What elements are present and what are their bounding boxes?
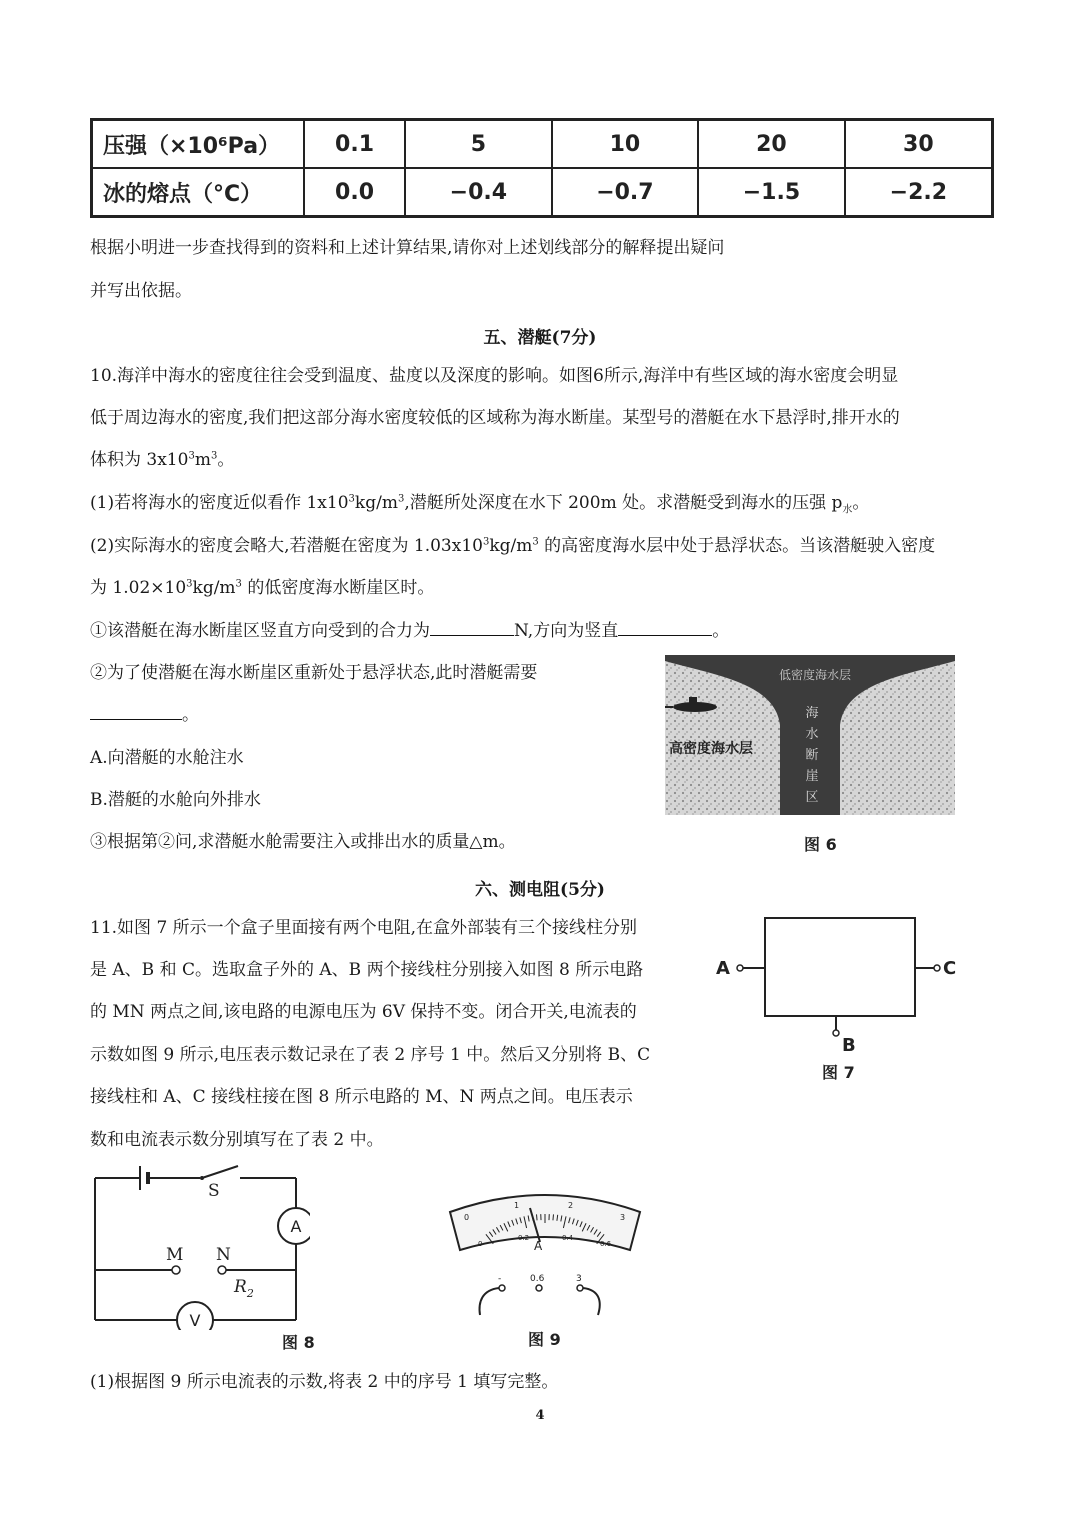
q10-line-1: 10.海洋中海水的密度往往会受到温度、盐度以及深度的影响。如图6所示,海洋中有些区域的海水密度会明显 [90, 366, 899, 386]
cliff-label-char: 水 [805, 727, 819, 742]
low-density-label: 低密度海水层 [778, 668, 852, 682]
ammeter-label: A [290, 1217, 302, 1236]
cliff-label-char: 海 [805, 706, 819, 721]
terminal-post [536, 1285, 542, 1291]
table-cell: 20 [698, 120, 845, 169]
terminal-a-label: A [716, 958, 730, 979]
q10-sub-2-3: ③根据第②问,求潜艇水舱需要注入或排出水的质量△m。 [90, 832, 516, 852]
q11-line-1: 11.如图 7 所示一个盒子里面接有两个电阻,在盒外部装有三个接线柱分别 [90, 918, 638, 938]
terminal-label: 3 [576, 1274, 582, 1284]
voltmeter-label: V [189, 1311, 201, 1330]
terminal-m [172, 1266, 180, 1274]
terminal-label: 0.6 [530, 1274, 545, 1284]
section-heading-resistance: 六、测电阻(5分) [475, 880, 605, 900]
cliff-label-char: 区 [805, 790, 819, 805]
q11-sub-1: (1)根据图 9 所示电流表的示数,将表 2 中的序号 1 填写完整。 [90, 1372, 559, 1392]
figure-9-caption: 图 9 [528, 1330, 561, 1349]
dial-tick [537, 1214, 538, 1220]
q10-line-3: 体积为 $3x10^3m^3$。 [90, 450, 235, 470]
q10-sub-2-line-1: (2)实际海水的密度会略大,若潜艇在密度为 $1.03x10^3kg/m^3$ 的高密度海水层中处于悬浮状态。当该潜艇驶入密度 [90, 536, 936, 556]
section-heading-submarine: 五、潜艇(7分) [483, 328, 597, 348]
option-b: B.潜艇的水舱向外排水 [90, 790, 261, 810]
q10-line-2: 低于周边海水的密度,我们把这部分海水密度较低的区域称为海水断崖。某型号的潜艇在水下悬浮时,排开水的 [90, 408, 900, 428]
q11-line-4: 示数如图 9 所示,电压表示数记录在了表 2 序号 1 中。然后又分别将 B、C [90, 1045, 651, 1065]
table-row-header: 冰的熔点（°C） [92, 168, 305, 217]
resistor-box [765, 918, 915, 1016]
top-tick-label: 1 [514, 1201, 520, 1210]
bottom-tick-label: 0.6 [600, 1240, 612, 1248]
high-density-label: 高密度海水层 [669, 741, 753, 757]
unit-label: A [534, 1239, 543, 1253]
terminal-label: - [498, 1274, 502, 1284]
terminal-n [218, 1266, 226, 1274]
figure-8-caption: 图 8 [282, 1333, 315, 1352]
table-cell: 0.0 [304, 168, 405, 217]
dial-tick [553, 1214, 554, 1220]
table-row [92, 120, 993, 169]
top-tick-label: 0 [464, 1213, 470, 1222]
terminal-c [934, 965, 940, 971]
table-row-header: 压强（×10⁶Pa） [92, 120, 305, 169]
wire [583, 1288, 600, 1315]
top-tick-label: 3 [620, 1213, 626, 1222]
table-cell: −0.4 [405, 168, 552, 217]
switch-icon [202, 1166, 238, 1178]
q10-sub-2-line-2: 为 $1.02\times 10^3kg/m^3$ 的低密度海水断崖区时。 [90, 578, 435, 598]
q11-line-5: 接线柱和 A、C 接线柱接在图 8 所示电路的 M、N 两点之间。电压表示 [90, 1087, 633, 1107]
q10-sub-2-1: ①该潜艇在海水断崖区竖直方向受到的合力为 N,方向为竖直 。 [90, 621, 730, 641]
terminal-m-label: M [166, 1245, 184, 1265]
q11-line-6: 数和电流表示数分别填写在了表 2 中。 [90, 1130, 384, 1150]
table-cell: −0.7 [552, 168, 699, 217]
table-cell: −1.5 [698, 168, 845, 217]
q11-line-3: 的 MN 两点之间,该电路的电源电压为 6V 保持不变。闭合开关,电流表的 [90, 1002, 637, 1022]
table-cell: 0.1 [304, 120, 405, 169]
terminal-b-label: B [842, 1035, 856, 1055]
answer-blank [430, 621, 514, 636]
q10-sub-2-2: ②为了使潜艇在海水断崖区重新处于悬浮状态,此时潜艇需要 [90, 663, 538, 683]
pressure-melting-table [90, 118, 994, 218]
switch-label: S [208, 1181, 220, 1201]
bottom-tick-label: 0.4 [562, 1234, 574, 1242]
figure-8-circuit [90, 1160, 310, 1330]
resistor-r2-label: $R_2$ [234, 1277, 254, 1300]
bottom-tick-label: 0 [478, 1240, 483, 1248]
terminal-post [577, 1285, 583, 1291]
q10-sub-2-2-blank-line: 。 [90, 705, 199, 725]
figure-7-box [710, 910, 960, 1055]
table-cell: −2.2 [845, 168, 993, 217]
bottom-tick-label: 0.2 [518, 1234, 530, 1242]
page-number: 4 [535, 1408, 545, 1423]
figure-7-caption: 图 7 [822, 1063, 855, 1082]
answer-blank [618, 621, 712, 636]
q10-sub-1: (1)若将海水的密度近似看作 $1x10^3kg/m^3$,潜艇所处深度在水下 200m 处。求潜艇受到海水的压强 $p_水$。 [90, 493, 870, 516]
q11-line-2: 是 A、B 和 C。选取盒子外的 A、B 两个接线柱分别接入如图 8 所示电路 [90, 960, 644, 980]
cliff-label-char: 断 [805, 748, 819, 763]
figure-6-caption: 图 6 [804, 835, 837, 854]
answer-blank [90, 705, 182, 720]
intro-line-2: 并写出依据。 [90, 281, 192, 301]
terminal-n-label: N [216, 1245, 231, 1265]
wire [480, 1288, 499, 1315]
terminal-a [737, 965, 743, 971]
terminal-b [833, 1030, 839, 1036]
figure-9-ammeter [440, 1190, 650, 1325]
top-tick-label: 2 [568, 1201, 574, 1210]
table-cell: 10 [552, 120, 699, 169]
table-row [92, 168, 993, 217]
table-cell: 30 [845, 120, 993, 169]
option-a: A.向潜艇的水舱注水 [90, 748, 244, 768]
terminal-c-label: C [943, 958, 957, 979]
cliff-label-char: 崖 [805, 769, 819, 784]
intro-line-1: 根据小明进一步查找得到的资料和上述计算结果,请你对上述划线部分的解释提出疑问 [90, 238, 725, 258]
table-cell: 5 [405, 120, 552, 169]
terminal-post [499, 1285, 505, 1291]
figure-6-ocean-cliff [665, 655, 955, 820]
